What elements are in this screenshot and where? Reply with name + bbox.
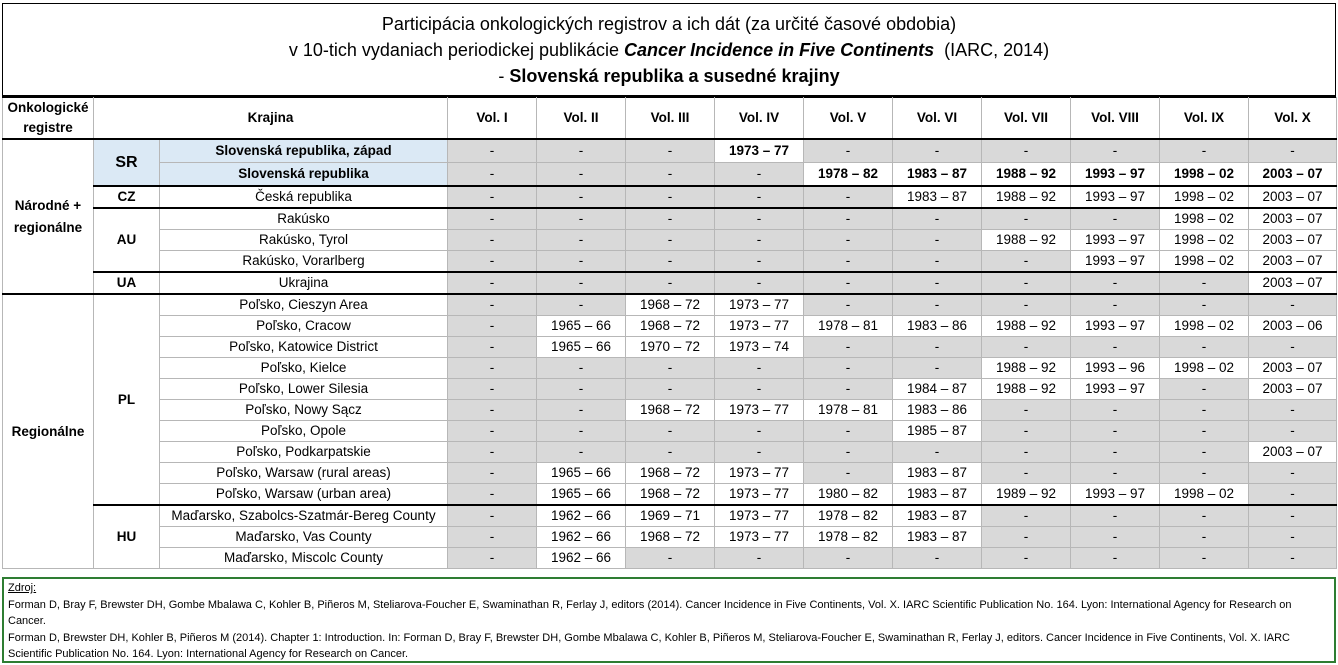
table-row — [3, 484, 1337, 506]
period-cell: - — [893, 208, 982, 230]
registry-name: Maďarsko, Vas County — [160, 527, 448, 548]
period-cell: - — [537, 139, 626, 163]
period-cell: - — [715, 208, 804, 230]
period-cell: - — [715, 358, 804, 379]
period-cell: 2003 – 07 — [1249, 442, 1337, 463]
period-cell: 2003 – 07 — [1249, 208, 1337, 230]
period-cell: - — [893, 442, 982, 463]
header-registers: Onkologické registre — [3, 98, 94, 140]
period-cell: - — [537, 358, 626, 379]
period-cell: 1998 – 02 — [1160, 358, 1249, 379]
country-code: PL — [94, 294, 160, 505]
period-cell: - — [1160, 379, 1249, 400]
period-cell: 1983 – 87 — [893, 463, 982, 484]
period-cell: - — [626, 139, 715, 163]
period-cell: - — [1249, 294, 1337, 316]
registry-name: Poľsko, Kielce — [160, 358, 448, 379]
period-cell: - — [448, 527, 537, 548]
period-cell: 1993 – 97 — [1071, 230, 1160, 251]
period-cell: - — [1071, 442, 1160, 463]
registry-name: Poľsko, Katowice District — [160, 337, 448, 358]
period-cell: 1968 – 72 — [626, 316, 715, 337]
period-cell: - — [537, 272, 626, 294]
period-cell: - — [1249, 400, 1337, 421]
period-cell: - — [626, 442, 715, 463]
country-code: CZ — [94, 186, 160, 208]
period-cell: - — [1249, 337, 1337, 358]
table-row — [3, 163, 1337, 187]
period-cell: - — [1160, 272, 1249, 294]
period-cell: - — [626, 251, 715, 273]
period-cell: 1983 – 86 — [893, 400, 982, 421]
period-cell: 1993 – 97 — [1071, 484, 1160, 506]
period-cell: - — [982, 421, 1071, 442]
period-cell: - — [448, 294, 537, 316]
period-cell: - — [626, 272, 715, 294]
period-cell: 1980 – 82 — [804, 484, 893, 506]
period-cell: 1978 – 82 — [804, 505, 893, 527]
period-cell: - — [1249, 527, 1337, 548]
period-cell: - — [448, 463, 537, 484]
period-cell: - — [715, 379, 804, 400]
period-cell: - — [1071, 421, 1160, 442]
period-cell: - — [537, 400, 626, 421]
table-row — [3, 442, 1337, 463]
period-cell: 1968 – 72 — [626, 527, 715, 548]
registry-name: Poľsko, Nowy Sącz — [160, 400, 448, 421]
period-cell: 1993 – 97 — [1071, 379, 1160, 400]
period-cell: - — [982, 505, 1071, 527]
period-cell: 1985 – 87 — [893, 421, 982, 442]
table-row — [3, 251, 1337, 273]
period-cell: 1983 – 87 — [893, 484, 982, 506]
period-cell: 1978 – 81 — [804, 400, 893, 421]
period-cell: 2003 – 07 — [1249, 230, 1337, 251]
period-cell: - — [448, 230, 537, 251]
publication-title: Cancer Incidence in Five Continents — [624, 40, 935, 60]
register-group: Národné + regionálne — [3, 139, 94, 294]
period-cell: - — [893, 251, 982, 273]
period-cell: - — [893, 337, 982, 358]
period-cell: 1965 – 66 — [537, 484, 626, 506]
period-cell: 1983 – 87 — [893, 163, 982, 187]
period-cell: - — [1071, 294, 1160, 316]
period-cell: - — [448, 505, 537, 527]
period-cell: - — [893, 272, 982, 294]
period-cell: 1973 – 77 — [715, 400, 804, 421]
header-country: Krajina — [94, 98, 448, 140]
period-cell: - — [715, 548, 804, 569]
table-row — [3, 316, 1337, 337]
period-cell: - — [1071, 272, 1160, 294]
header-row — [3, 98, 1337, 140]
period-cell: - — [626, 208, 715, 230]
period-cell: - — [715, 421, 804, 442]
registry-table — [2, 97, 1337, 569]
period-cell: - — [982, 400, 1071, 421]
period-cell: 2003 – 07 — [1249, 358, 1337, 379]
period-cell: 1973 – 74 — [715, 337, 804, 358]
period-cell: 2003 – 07 — [1249, 272, 1337, 294]
period-cell: 1973 – 77 — [715, 294, 804, 316]
period-cell: - — [715, 442, 804, 463]
period-cell: 1969 – 71 — [626, 505, 715, 527]
period-cell: 1968 – 72 — [626, 463, 715, 484]
period-cell: 1988 – 92 — [982, 316, 1071, 337]
period-cell: - — [1071, 400, 1160, 421]
country-code: AU — [94, 208, 160, 272]
period-cell: - — [715, 272, 804, 294]
registry-name: Rakúsko, Vorarlberg — [160, 251, 448, 273]
period-cell: - — [893, 358, 982, 379]
period-cell: 2003 – 07 — [1249, 379, 1337, 400]
period-cell: - — [448, 251, 537, 273]
period-cell: 1984 – 87 — [893, 379, 982, 400]
period-cell: - — [982, 337, 1071, 358]
period-cell: - — [804, 463, 893, 484]
period-cell: 1973 – 77 — [715, 527, 804, 548]
period-cell: 1965 – 66 — [537, 463, 626, 484]
period-cell: - — [804, 358, 893, 379]
period-cell: - — [893, 139, 982, 163]
period-cell: - — [448, 208, 537, 230]
table-row — [3, 421, 1337, 442]
period-cell: - — [982, 294, 1071, 316]
period-cell: - — [1071, 527, 1160, 548]
period-cell: 1978 – 82 — [804, 527, 893, 548]
period-cell: - — [982, 272, 1071, 294]
registry-name: Slovenská republika, západ — [160, 139, 448, 163]
period-cell: - — [537, 442, 626, 463]
period-cell: - — [715, 230, 804, 251]
period-cell: - — [448, 337, 537, 358]
period-cell: 1973 – 77 — [715, 463, 804, 484]
period-cell: - — [715, 163, 804, 187]
period-cell: - — [982, 139, 1071, 163]
period-cell: - — [1071, 139, 1160, 163]
period-cell: - — [626, 358, 715, 379]
period-cell: 1993 – 97 — [1071, 316, 1160, 337]
period-cell: 1998 – 02 — [1160, 230, 1249, 251]
header-vol: Vol. VI — [893, 98, 982, 140]
period-cell: 1998 – 02 — [1160, 163, 1249, 187]
header-vol: Vol. V — [804, 98, 893, 140]
period-cell: - — [1071, 548, 1160, 569]
period-cell: 2003 – 07 — [1249, 163, 1337, 187]
period-cell: - — [626, 163, 715, 187]
header-vol: Vol. X — [1249, 98, 1337, 140]
registry-name: Poľsko, Podkarpatskie — [160, 442, 448, 463]
period-cell: 1998 – 02 — [1160, 316, 1249, 337]
period-cell: - — [1160, 442, 1249, 463]
period-cell: - — [982, 548, 1071, 569]
period-cell: 1993 – 97 — [1071, 186, 1160, 208]
period-cell: - — [626, 186, 715, 208]
table-row — [3, 139, 1337, 163]
period-cell: - — [1160, 463, 1249, 484]
period-cell: - — [804, 337, 893, 358]
period-cell: - — [715, 251, 804, 273]
period-cell: 1973 – 77 — [715, 484, 804, 506]
registry-name: Maďarsko, Szabolcs-Szatmár-Bereg County — [160, 505, 448, 527]
period-cell: - — [537, 294, 626, 316]
table-row — [3, 548, 1337, 569]
period-cell: 1998 – 02 — [1160, 186, 1249, 208]
period-cell: - — [715, 186, 804, 208]
period-cell: - — [804, 186, 893, 208]
period-cell: - — [982, 251, 1071, 273]
period-cell: - — [804, 230, 893, 251]
registry-name: Česká republika — [160, 186, 448, 208]
period-cell: 2003 – 07 — [1249, 186, 1337, 208]
period-cell: 1968 – 72 — [626, 484, 715, 506]
period-cell: - — [1071, 463, 1160, 484]
header-vol: Vol. I — [448, 98, 537, 140]
period-cell: - — [804, 208, 893, 230]
period-cell: - — [448, 442, 537, 463]
title-line-2-pre: v 10-tich vydaniach periodickej publikácie — [288, 40, 625, 60]
title-block — [2, 3, 1336, 97]
period-cell: - — [1249, 484, 1337, 506]
period-cell: - — [893, 548, 982, 569]
period-cell: - — [448, 186, 537, 208]
period-cell: - — [1249, 548, 1337, 569]
title-line-2 — [3, 37, 1335, 63]
header-vol: Vol. IV — [715, 98, 804, 140]
table-row — [3, 505, 1337, 527]
period-cell: - — [537, 186, 626, 208]
period-cell: 1973 – 77 — [715, 139, 804, 163]
period-cell: - — [1160, 337, 1249, 358]
title-line-2-post: (IARC, 2014) — [934, 40, 1050, 60]
period-cell: 1983 – 87 — [893, 505, 982, 527]
period-cell: - — [804, 294, 893, 316]
period-cell: - — [1160, 548, 1249, 569]
period-cell: 1988 – 92 — [982, 186, 1071, 208]
country-code: SR — [94, 139, 160, 186]
period-cell: - — [1160, 527, 1249, 548]
period-cell: - — [982, 527, 1071, 548]
country-code: UA — [94, 272, 160, 294]
registry-name: Rakúsko, Tyrol — [160, 230, 448, 251]
period-cell: 1993 – 96 — [1071, 358, 1160, 379]
source-block — [2, 577, 1336, 663]
period-cell: 1983 – 87 — [893, 527, 982, 548]
table-row — [3, 463, 1337, 484]
period-cell: 1998 – 02 — [1160, 251, 1249, 273]
period-cell: 2003 – 06 — [1249, 316, 1337, 337]
table-row — [3, 527, 1337, 548]
period-cell: 1965 – 66 — [537, 316, 626, 337]
period-cell: 1962 – 66 — [537, 527, 626, 548]
table-body — [3, 139, 1337, 569]
table-row — [3, 358, 1337, 379]
table-row — [3, 230, 1337, 251]
registry-name: Ukrajina — [160, 272, 448, 294]
period-cell: 1973 – 77 — [715, 505, 804, 527]
period-cell: - — [1249, 421, 1337, 442]
period-cell: 1962 – 66 — [537, 505, 626, 527]
period-cell: - — [804, 379, 893, 400]
period-cell: - — [893, 230, 982, 251]
title-line-1: Participácia onkologických registrov a ich dát (za určité časové obdobia) — [381, 14, 957, 34]
table-row — [3, 400, 1337, 421]
period-cell: 1983 – 86 — [893, 316, 982, 337]
period-cell: 1998 – 02 — [1160, 484, 1249, 506]
period-cell: 1962 – 66 — [537, 548, 626, 569]
period-cell: 1965 – 66 — [537, 337, 626, 358]
period-cell: - — [626, 548, 715, 569]
period-cell: - — [448, 484, 537, 506]
period-cell: - — [537, 251, 626, 273]
registry-name: Slovenská republika — [160, 163, 448, 187]
period-cell: - — [1249, 463, 1337, 484]
title-subject: Slovenská republika a susedné krajiny — [509, 66, 840, 86]
registry-name: Rakúsko — [160, 208, 448, 230]
register-group: Regionálne — [3, 294, 94, 569]
period-cell: - — [448, 421, 537, 442]
period-cell: 1993 – 97 — [1071, 163, 1160, 187]
header-vol: Vol. IX — [1160, 98, 1249, 140]
period-cell: - — [804, 139, 893, 163]
period-cell: - — [1160, 505, 1249, 527]
period-cell: - — [537, 163, 626, 187]
period-cell: 1988 – 92 — [982, 379, 1071, 400]
header-vol: Vol. II — [537, 98, 626, 140]
period-cell: - — [448, 379, 537, 400]
period-cell: - — [626, 379, 715, 400]
table-row — [3, 294, 1337, 316]
period-cell: - — [448, 316, 537, 337]
period-cell: 1993 – 97 — [1071, 251, 1160, 273]
period-cell: - — [804, 251, 893, 273]
title-line-3 — [3, 63, 1335, 89]
period-cell: - — [804, 272, 893, 294]
period-cell: - — [626, 230, 715, 251]
table-row — [3, 208, 1337, 230]
period-cell: - — [982, 442, 1071, 463]
period-cell: - — [804, 548, 893, 569]
period-cell: - — [1160, 421, 1249, 442]
header-vol: Vol. III — [626, 98, 715, 140]
registry-name: Poľsko, Lower Silesia — [160, 379, 448, 400]
period-cell: - — [537, 379, 626, 400]
header-vol: Vol. VIII — [1071, 98, 1160, 140]
period-cell: - — [448, 548, 537, 569]
period-cell: - — [626, 421, 715, 442]
period-cell: - — [448, 163, 537, 187]
period-cell: - — [1160, 400, 1249, 421]
period-cell: - — [1249, 139, 1337, 163]
title-line-3-pre: - — [498, 66, 510, 86]
period-cell: 1970 – 72 — [626, 337, 715, 358]
period-cell: 1968 – 72 — [626, 294, 715, 316]
source-reference-2: Forman D, Brewster DH, Kohler B, Piñeros M (2014). Chapter 1: Introduction. In: Forman D, Bray F, Brewster DH, Gombe Mbalawa C, Kohler B, Piñeros M, Steliarova-Foucher E, Swaminathan R, Ferlay J, editors. Cancer Incidence in Five Continents, Vol. X. IARC Scientific Publication No. 164. Lyon: International Agency for Research on Cancer. — [8, 631, 1290, 660]
period-cell: - — [804, 442, 893, 463]
header-vol: Vol. VII — [982, 98, 1071, 140]
period-cell: - — [1249, 505, 1337, 527]
table-row — [3, 379, 1337, 400]
table-row — [3, 337, 1337, 358]
period-cell: 1983 – 87 — [893, 186, 982, 208]
table-row — [3, 186, 1337, 208]
period-cell: - — [1071, 337, 1160, 358]
period-cell: - — [1160, 139, 1249, 163]
period-cell: - — [537, 208, 626, 230]
table-row — [3, 272, 1337, 294]
period-cell: 1978 – 81 — [804, 316, 893, 337]
period-cell: 1973 – 77 — [715, 316, 804, 337]
period-cell: 2003 – 07 — [1249, 251, 1337, 273]
period-cell: - — [537, 421, 626, 442]
registry-name: Poľsko, Opole — [160, 421, 448, 442]
period-cell: - — [448, 139, 537, 163]
period-cell: 1978 – 82 — [804, 163, 893, 187]
source-reference-1: Forman D, Bray F, Brewster DH, Gombe Mbalawa C, Kohler B, Piñeros M, Steliarova-Foucher E, Swaminathan R, Ferlay J, editors (2014). Cancer Incidence in Five Continents, Vol. X. IARC Scientific Publication No. 164. Lyon: International Agency for Research on Cancer. — [8, 598, 1292, 627]
registry-name: Maďarsko, Miscolc County — [160, 548, 448, 569]
period-cell: - — [537, 230, 626, 251]
registry-name: Poľsko, Cieszyn Area — [160, 294, 448, 316]
period-cell: 1988 – 92 — [982, 358, 1071, 379]
registry-name: Poľsko, Warsaw (rural areas) — [160, 463, 448, 484]
period-cell: - — [982, 463, 1071, 484]
registry-name: Poľsko, Warsaw (urban area) — [160, 484, 448, 506]
country-code: HU — [94, 505, 160, 569]
period-cell: - — [448, 400, 537, 421]
period-cell: 1988 – 92 — [982, 230, 1071, 251]
period-cell: - — [448, 272, 537, 294]
period-cell: - — [448, 358, 537, 379]
period-cell: - — [1071, 208, 1160, 230]
period-cell: 1988 – 92 — [982, 163, 1071, 187]
registry-name: Poľsko, Cracow — [160, 316, 448, 337]
period-cell: - — [1160, 294, 1249, 316]
period-cell: 1998 – 02 — [1160, 208, 1249, 230]
period-cell: 1968 – 72 — [626, 400, 715, 421]
period-cell: 1989 – 92 — [982, 484, 1071, 506]
source-heading: Zdroj: — [8, 582, 37, 594]
period-cell: - — [893, 294, 982, 316]
period-cell: - — [982, 208, 1071, 230]
period-cell: - — [1071, 505, 1160, 527]
period-cell: - — [804, 421, 893, 442]
